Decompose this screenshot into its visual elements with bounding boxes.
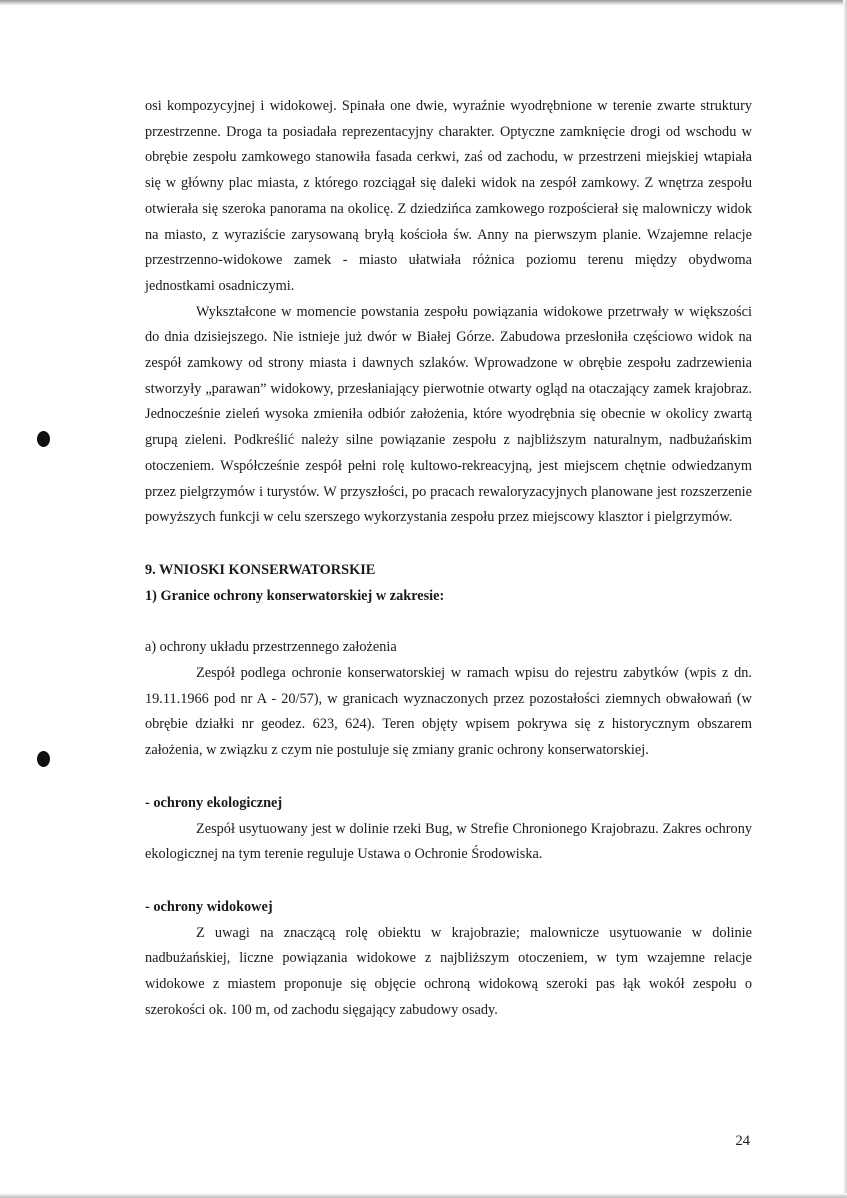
paragraph-view-connections: Wykształcone w momencie powstania zespołu powiązania widokowe przetrwały w większości do dnia dzisiejszego. Nie istnieje już dwór w Białej Górze. Zabudowa przesłoniła częściowo widok na zespół zamkowy od strony miasta i dawnych szlaków. Wprowadzone w obrębie zespołu zadrzewienia stworzyły „parawan” widokowy, przesłaniający pierwotnie otwarty ogląd na otaczający zamek krajobraz. Jednocześnie zieleń wysoka zmieniła odbiór założenia, które wyodrębnia się obecnie w okolicy zwartą grupą zieleni. Podkreślić należy silne powiązanie zespołu z najbliższym naturalnym, nadbużańskim otoczeniem. Współcześnie zespół pełni rolę kultowo-rekreacyjną, jest miejscem chętnie odwiedzanym przez pielgrzymów i turystów. W przyszłości, po pracach rewaloryzacyjnych planowane jest rozszerzenie powyższych funkcji w celu szerszego wykorzystania zespołu przez miejscowy klasztor i pielgrzymów. [145,303,752,526]
scan-edge-right [843,0,847,1198]
item-a-spatial-layout: a) ochrony układu przestrzennego założenia [145,639,397,656]
punch-hole-lower [37,751,50,767]
heading-ecological: - ochrony ekologicznej [145,794,283,811]
paragraph-register-entry: Zespół podlega ochronie konserwatorskiej w ramach wpisu do rejestru zabytków (wpis z dn. 19.11.1966 pod nr A - 20/57), w granicach wyznaczonych przez pozostałości ziemnych obwałowań (w obrębie działki nr geodez. 623, 624). Teren objęty wpisem pokrywa się z historycznym obszarem założenia, w związku z czym nie postuluje się zmiany granic ochrony konserwatorskiej. [145,665,752,759]
punch-hole-upper [37,431,50,447]
page-number: 24 [735,1133,750,1149]
spacer [145,868,752,895]
page-body [145,94,752,1024]
subheading-protection-bounds: 1) Granice ochrony konserwatorskiej w zakresie: [145,587,445,604]
paragraph-visual: Z uwagi na znaczącą rolę obiektu w krajobrazie; malownicze usytuowanie w dolinie nadbużańskiej, liczne powiązania widokowe z najbliższym otoczeniem, w tym wzajemne relacje widokowe z miastem proponuje się objęcie ochroną widokową szeroki pas łąk wokół zespołu o szerokości ok. 100 m, od zachodu sięgający zabudowy osady. [145,924,752,1018]
scan-edge-top [0,0,847,6]
paragraph-continued: osi kompozycyjnej i widokowej. Spinała one dwie, wyraźnie wyodrębnione w terenie zwarte struktury przestrzenne. Droga ta posiadała reprezentacyjny charakter. Optyczne zamknięcie drogi od wschodu w obrębie zespołu zamkowego stanowiła fasada cerkwi, zaś od zachodu, w przestrzeni miejskiej wtapiała się w główny plac miasta, z którego rozciągał się daleki widok na zespół zamkowy. Z wnętrza zespołu otwierała się szeroka panorama na okolicę. Z dziedzińca zamkowego rozpościerał się malowniczy widok na miasto, z wyraziście zarysowaną bryłą kościoła św. Anny na pierwszym planie. Wzajemne relacje przestrzenno-widokowe zamek - miasto ułatwiała różnica poziomu terenu między obydwoma jednostkami osadniczymi. [145,98,752,294]
section-heading: 9. WNIOSKI KONSERWATORSKIE [145,561,376,578]
paragraph-ecological: Zespół usytuowany jest w dolinie rzeki Bug, w Strefie Chronionego Krajobrazu. Zakres ochrony ekologicznej na tym terenie reguluje Ustawa o Ochronie Środowiska. [145,820,752,863]
spacer [145,609,752,635]
spacer [145,764,752,791]
spacer [145,531,752,558]
heading-visual: - ochrony widokowej [145,898,273,915]
scan-edge-bottom [0,1193,847,1198]
